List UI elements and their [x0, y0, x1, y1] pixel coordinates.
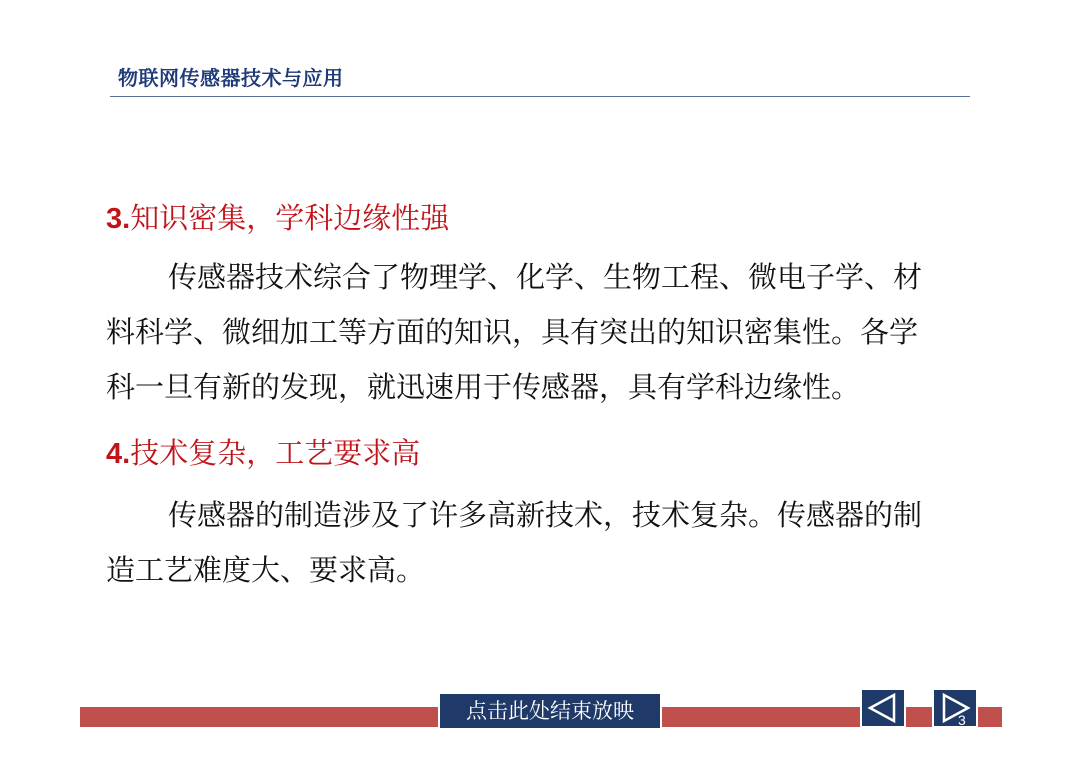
paragraph-line: 造工艺难度大、要求高。: [106, 553, 426, 587]
paragraph-line: 科一旦有新的发现，就迅速用于传感器，具有学科边缘性。: [106, 370, 861, 404]
section-3-heading: [106, 196, 449, 237]
section-4-paragraph: [106, 488, 972, 598]
section-4-heading: [106, 431, 420, 472]
header-divider: [110, 96, 970, 97]
paragraph-line: 传感器的制造涉及了许多高新技术，技术复杂。传感器的制: [168, 498, 923, 532]
section-3-title: 知识密集，学科边缘性强: [130, 201, 450, 235]
page-number: 3: [958, 712, 966, 728]
triangle-left-icon: [862, 690, 904, 726]
end-slideshow-button[interactable]: 点击此处结束放映: [438, 692, 662, 730]
paragraph-line: 传感器技术综合了物理学、化学、生物工程、微电子学、材: [168, 260, 923, 294]
paragraph-line: 料科学、微细加工等方面的知识，具有突出的知识密集性。各学: [106, 315, 919, 349]
next-slide-button[interactable]: [932, 688, 978, 728]
section-4-number: 4.: [106, 438, 131, 470]
triangle-right-icon: [934, 690, 976, 726]
previous-slide-button[interactable]: [860, 688, 906, 728]
section-4-title: 技术复杂，工艺要求高: [130, 436, 421, 470]
section-3-paragraph: [106, 250, 972, 415]
section-3-number: 3.: [106, 203, 131, 235]
header-title: 物联网传感器技术与应用: [118, 66, 344, 90]
